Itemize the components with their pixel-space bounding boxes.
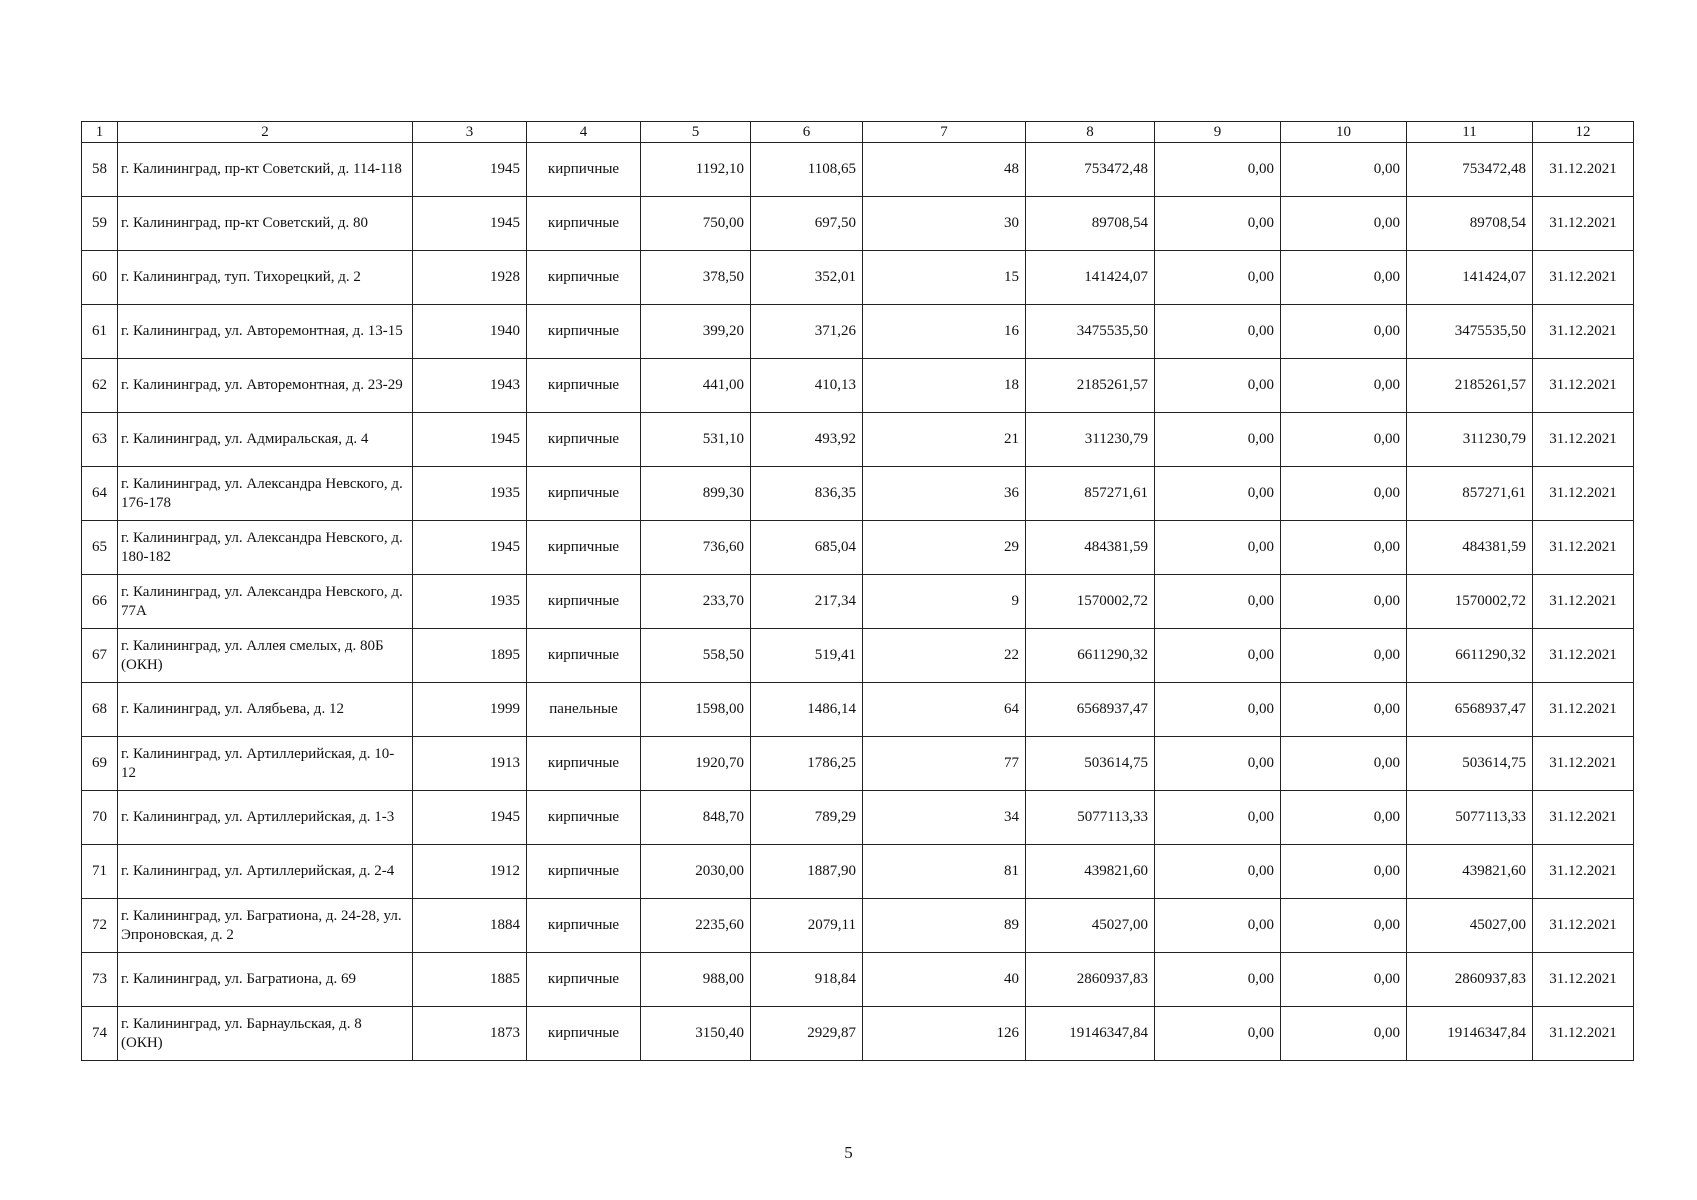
living-area-cell: 789,29 (751, 791, 863, 845)
year-built-cell: 1943 (413, 359, 527, 413)
cost-col-11-cell: 2185261,57 (1407, 359, 1533, 413)
total-cost-cell: 6611290,32 (1026, 629, 1155, 683)
year-built-cell: 1885 (413, 953, 527, 1007)
wall-material-cell: кирпичные (527, 305, 641, 359)
cost-col-9-cell: 0,00 (1155, 575, 1281, 629)
cost-col-9-cell: 0,00 (1155, 467, 1281, 521)
total-area-cell: 899,30 (641, 467, 751, 521)
total-area-cell: 558,50 (641, 629, 751, 683)
table-row (82, 251, 1634, 305)
column-header-4: 4 (527, 122, 641, 143)
cost-col-11-cell: 19146347,84 (1407, 1007, 1533, 1061)
address-cell: г. Калининград, ул. Артиллерийская, д. 1-3 (118, 791, 413, 845)
cost-col-9-cell: 0,00 (1155, 305, 1281, 359)
residents-cell: 29 (863, 521, 1026, 575)
cost-col-10-cell: 0,00 (1281, 359, 1407, 413)
deadline-date-cell: 31.12.2021 (1533, 899, 1634, 953)
deadline-date-cell: 31.12.2021 (1533, 467, 1634, 521)
residents-cell: 48 (863, 143, 1026, 197)
wall-material-cell: кирпичные (527, 521, 641, 575)
year-built-cell: 1945 (413, 197, 527, 251)
header-row (82, 122, 1634, 143)
row-number-cell: 71 (82, 845, 118, 899)
wall-material-cell: кирпичные (527, 251, 641, 305)
cost-col-10-cell: 0,00 (1281, 1007, 1407, 1061)
table-row (82, 359, 1634, 413)
cost-col-11-cell: 3475535,50 (1407, 305, 1533, 359)
wall-material-cell: кирпичные (527, 575, 641, 629)
cost-col-9-cell: 0,00 (1155, 251, 1281, 305)
table-row (82, 899, 1634, 953)
deadline-date-cell: 31.12.2021 (1533, 791, 1634, 845)
total-cost-cell: 2860937,83 (1026, 953, 1155, 1007)
cost-col-10-cell: 0,00 (1281, 521, 1407, 575)
address-cell: г. Калининград, ул. Артиллерийская, д. 10-12 (118, 737, 413, 791)
residents-cell: 64 (863, 683, 1026, 737)
residents-cell: 21 (863, 413, 1026, 467)
cost-col-9-cell: 0,00 (1155, 413, 1281, 467)
residents-cell: 34 (863, 791, 1026, 845)
total-cost-cell: 89708,54 (1026, 197, 1155, 251)
living-area-cell: 1486,14 (751, 683, 863, 737)
row-number-cell: 67 (82, 629, 118, 683)
wall-material-cell: кирпичные (527, 953, 641, 1007)
row-number-cell: 74 (82, 1007, 118, 1061)
total-cost-cell: 3475535,50 (1026, 305, 1155, 359)
address-cell: г. Калининград, ул. Алябьева, д. 12 (118, 683, 413, 737)
table-row (82, 791, 1634, 845)
deadline-date-cell: 31.12.2021 (1533, 197, 1634, 251)
residents-cell: 89 (863, 899, 1026, 953)
year-built-cell: 1895 (413, 629, 527, 683)
column-header-8: 8 (1026, 122, 1155, 143)
table-row (82, 467, 1634, 521)
cost-col-11-cell: 311230,79 (1407, 413, 1533, 467)
cost-col-11-cell: 439821,60 (1407, 845, 1533, 899)
row-number-cell: 64 (82, 467, 118, 521)
cost-col-10-cell: 0,00 (1281, 305, 1407, 359)
residents-cell: 77 (863, 737, 1026, 791)
table-row (82, 1007, 1634, 1061)
residents-cell: 40 (863, 953, 1026, 1007)
cost-col-9-cell: 0,00 (1155, 953, 1281, 1007)
living-area-cell: 493,92 (751, 413, 863, 467)
cost-col-11-cell: 484381,59 (1407, 521, 1533, 575)
column-header-10: 10 (1281, 122, 1407, 143)
living-area-cell: 217,34 (751, 575, 863, 629)
column-header-11: 11 (1407, 122, 1533, 143)
deadline-date-cell: 31.12.2021 (1533, 359, 1634, 413)
total-cost-cell: 857271,61 (1026, 467, 1155, 521)
row-number-cell: 65 (82, 521, 118, 575)
wall-material-cell: кирпичные (527, 143, 641, 197)
deadline-date-cell: 31.12.2021 (1533, 953, 1634, 1007)
cost-col-10-cell: 0,00 (1281, 899, 1407, 953)
year-built-cell: 1928 (413, 251, 527, 305)
total-cost-cell: 5077113,33 (1026, 791, 1155, 845)
living-area-cell: 410,13 (751, 359, 863, 413)
address-cell: г. Калининград, пр-кт Советский, д. 80 (118, 197, 413, 251)
cost-col-10-cell: 0,00 (1281, 737, 1407, 791)
table-row (82, 413, 1634, 467)
table-row (82, 683, 1634, 737)
cost-col-10-cell: 0,00 (1281, 197, 1407, 251)
address-cell: г. Калининград, ул. Александра Невского, д. 77А (118, 575, 413, 629)
living-area-cell: 1786,25 (751, 737, 863, 791)
total-area-cell: 1920,70 (641, 737, 751, 791)
deadline-date-cell: 31.12.2021 (1533, 683, 1634, 737)
address-cell: г. Калининград, пр-кт Советский, д. 114-118 (118, 143, 413, 197)
column-header-6: 6 (751, 122, 863, 143)
total-cost-cell: 141424,07 (1026, 251, 1155, 305)
total-area-cell: 736,60 (641, 521, 751, 575)
address-cell: г. Калининград, ул. Барнаульская, д. 8 (ОКН) (118, 1007, 413, 1061)
cost-col-10-cell: 0,00 (1281, 413, 1407, 467)
cost-col-11-cell: 89708,54 (1407, 197, 1533, 251)
row-number-cell: 68 (82, 683, 118, 737)
living-area-cell: 685,04 (751, 521, 863, 575)
living-area-cell: 2079,11 (751, 899, 863, 953)
table-row (82, 143, 1634, 197)
table-row (82, 953, 1634, 1007)
table-row (82, 737, 1634, 791)
total-area-cell: 378,50 (641, 251, 751, 305)
cost-col-11-cell: 1570002,72 (1407, 575, 1533, 629)
residents-cell: 16 (863, 305, 1026, 359)
cost-col-9-cell: 0,00 (1155, 845, 1281, 899)
total-cost-cell: 19146347,84 (1026, 1007, 1155, 1061)
total-area-cell: 233,70 (641, 575, 751, 629)
cost-col-10-cell: 0,00 (1281, 845, 1407, 899)
year-built-cell: 1873 (413, 1007, 527, 1061)
residents-cell: 18 (863, 359, 1026, 413)
cost-col-11-cell: 857271,61 (1407, 467, 1533, 521)
wall-material-cell: кирпичные (527, 791, 641, 845)
table-row (82, 305, 1634, 359)
wall-material-cell: панельные (527, 683, 641, 737)
living-area-cell: 697,50 (751, 197, 863, 251)
total-cost-cell: 503614,75 (1026, 737, 1155, 791)
wall-material-cell: кирпичные (527, 845, 641, 899)
total-area-cell: 750,00 (641, 197, 751, 251)
total-cost-cell: 439821,60 (1026, 845, 1155, 899)
living-area-cell: 1108,65 (751, 143, 863, 197)
residents-cell: 9 (863, 575, 1026, 629)
living-area-cell: 519,41 (751, 629, 863, 683)
total-cost-cell: 1570002,72 (1026, 575, 1155, 629)
year-built-cell: 1912 (413, 845, 527, 899)
cost-col-10-cell: 0,00 (1281, 629, 1407, 683)
row-number-cell: 63 (82, 413, 118, 467)
total-cost-cell: 753472,48 (1026, 143, 1155, 197)
residents-cell: 30 (863, 197, 1026, 251)
living-area-cell: 836,35 (751, 467, 863, 521)
address-cell: г. Калининград, ул. Александра Невского, д. 176-178 (118, 467, 413, 521)
row-number-cell: 70 (82, 791, 118, 845)
cost-col-11-cell: 5077113,33 (1407, 791, 1533, 845)
cost-col-11-cell: 6611290,32 (1407, 629, 1533, 683)
deadline-date-cell: 31.12.2021 (1533, 629, 1634, 683)
cost-col-10-cell: 0,00 (1281, 143, 1407, 197)
deadline-date-cell: 31.12.2021 (1533, 1007, 1634, 1061)
cost-col-9-cell: 0,00 (1155, 521, 1281, 575)
deadline-date-cell: 31.12.2021 (1533, 251, 1634, 305)
cost-col-9-cell: 0,00 (1155, 143, 1281, 197)
address-cell: г. Калининград, ул. Авторемонтная, д. 23-29 (118, 359, 413, 413)
cost-col-9-cell: 0,00 (1155, 197, 1281, 251)
living-area-cell: 352,01 (751, 251, 863, 305)
address-cell: г. Калининград, туп. Тихорецкий, д. 2 (118, 251, 413, 305)
row-number-cell: 60 (82, 251, 118, 305)
year-built-cell: 1945 (413, 791, 527, 845)
cost-col-9-cell: 0,00 (1155, 629, 1281, 683)
total-area-cell: 441,00 (641, 359, 751, 413)
total-cost-cell: 45027,00 (1026, 899, 1155, 953)
cost-col-11-cell: 503614,75 (1407, 737, 1533, 791)
residents-cell: 36 (863, 467, 1026, 521)
total-area-cell: 3150,40 (641, 1007, 751, 1061)
row-number-cell: 73 (82, 953, 118, 1007)
cost-col-11-cell: 2860937,83 (1407, 953, 1533, 1007)
table-row (82, 575, 1634, 629)
column-header-1: 1 (82, 122, 118, 143)
wall-material-cell: кирпичные (527, 197, 641, 251)
data-table (81, 121, 1634, 1061)
total-cost-cell: 2185261,57 (1026, 359, 1155, 413)
cost-col-10-cell: 0,00 (1281, 575, 1407, 629)
column-header-2: 2 (118, 122, 413, 143)
total-area-cell: 399,20 (641, 305, 751, 359)
living-area-cell: 371,26 (751, 305, 863, 359)
deadline-date-cell: 31.12.2021 (1533, 521, 1634, 575)
total-area-cell: 1598,00 (641, 683, 751, 737)
row-number-cell: 58 (82, 143, 118, 197)
cost-col-10-cell: 0,00 (1281, 467, 1407, 521)
column-header-12: 12 (1533, 122, 1634, 143)
residents-cell: 81 (863, 845, 1026, 899)
address-cell: г. Калининград, ул. Артиллерийская, д. 2-4 (118, 845, 413, 899)
cost-col-11-cell: 6568937,47 (1407, 683, 1533, 737)
wall-material-cell: кирпичные (527, 629, 641, 683)
cost-col-11-cell: 141424,07 (1407, 251, 1533, 305)
total-area-cell: 531,10 (641, 413, 751, 467)
year-built-cell: 1884 (413, 899, 527, 953)
total-cost-cell: 6568937,47 (1026, 683, 1155, 737)
column-header-9: 9 (1155, 122, 1281, 143)
cost-col-9-cell: 0,00 (1155, 1007, 1281, 1061)
deadline-date-cell: 31.12.2021 (1533, 737, 1634, 791)
address-cell: г. Калининград, ул. Авторемонтная, д. 13-15 (118, 305, 413, 359)
address-cell: г. Калининград, ул. Адмиральская, д. 4 (118, 413, 413, 467)
cost-col-11-cell: 753472,48 (1407, 143, 1533, 197)
living-area-cell: 1887,90 (751, 845, 863, 899)
residents-cell: 22 (863, 629, 1026, 683)
year-built-cell: 1913 (413, 737, 527, 791)
row-number-cell: 59 (82, 197, 118, 251)
table-body (82, 143, 1634, 1061)
address-cell: г. Калининград, ул. Багратиона, д. 69 (118, 953, 413, 1007)
column-header-5: 5 (641, 122, 751, 143)
year-built-cell: 1945 (413, 143, 527, 197)
cost-col-9-cell: 0,00 (1155, 359, 1281, 413)
residents-cell: 15 (863, 251, 1026, 305)
cost-col-9-cell: 0,00 (1155, 737, 1281, 791)
deadline-date-cell: 31.12.2021 (1533, 575, 1634, 629)
cost-col-10-cell: 0,00 (1281, 683, 1407, 737)
total-cost-cell: 484381,59 (1026, 521, 1155, 575)
deadline-date-cell: 31.12.2021 (1533, 845, 1634, 899)
residents-cell: 126 (863, 1007, 1026, 1061)
deadline-date-cell: 31.12.2021 (1533, 305, 1634, 359)
address-cell: г. Калининград, ул. Багратиона, д. 24-28, ул. Эпроновская, д. 2 (118, 899, 413, 953)
row-number-cell: 69 (82, 737, 118, 791)
total-area-cell: 2030,00 (641, 845, 751, 899)
total-area-cell: 848,70 (641, 791, 751, 845)
total-area-cell: 2235,60 (641, 899, 751, 953)
address-cell: г. Калининград, ул. Аллея смелых, д. 80Б (ОКН) (118, 629, 413, 683)
table-row (82, 521, 1634, 575)
year-built-cell: 1935 (413, 575, 527, 629)
wall-material-cell: кирпичные (527, 1007, 641, 1061)
cost-col-9-cell: 0,00 (1155, 791, 1281, 845)
table-row (82, 629, 1634, 683)
year-built-cell: 1940 (413, 305, 527, 359)
living-area-cell: 2929,87 (751, 1007, 863, 1061)
row-number-cell: 61 (82, 305, 118, 359)
cost-col-9-cell: 0,00 (1155, 899, 1281, 953)
wall-material-cell: кирпичные (527, 413, 641, 467)
year-built-cell: 1945 (413, 413, 527, 467)
year-built-cell: 1935 (413, 467, 527, 521)
cost-col-9-cell: 0,00 (1155, 683, 1281, 737)
deadline-date-cell: 31.12.2021 (1533, 143, 1634, 197)
wall-material-cell: кирпичные (527, 359, 641, 413)
deadline-date-cell: 31.12.2021 (1533, 413, 1634, 467)
cost-col-11-cell: 45027,00 (1407, 899, 1533, 953)
living-area-cell: 918,84 (751, 953, 863, 1007)
column-header-7: 7 (863, 122, 1026, 143)
cost-col-10-cell: 0,00 (1281, 791, 1407, 845)
address-cell: г. Калининград, ул. Александра Невского, д. 180-182 (118, 521, 413, 575)
wall-material-cell: кирпичные (527, 899, 641, 953)
year-built-cell: 1999 (413, 683, 527, 737)
total-area-cell: 1192,10 (641, 143, 751, 197)
page-number: 5 (844, 1143, 853, 1162)
row-number-cell: 62 (82, 359, 118, 413)
cost-col-10-cell: 0,00 (1281, 251, 1407, 305)
total-area-cell: 988,00 (641, 953, 751, 1007)
table-row (82, 845, 1634, 899)
cost-col-10-cell: 0,00 (1281, 953, 1407, 1007)
row-number-cell: 72 (82, 899, 118, 953)
total-cost-cell: 311230,79 (1026, 413, 1155, 467)
column-header-3: 3 (413, 122, 527, 143)
year-built-cell: 1945 (413, 521, 527, 575)
wall-material-cell: кирпичные (527, 737, 641, 791)
wall-material-cell: кирпичные (527, 467, 641, 521)
table-row (82, 197, 1634, 251)
row-number-cell: 66 (82, 575, 118, 629)
